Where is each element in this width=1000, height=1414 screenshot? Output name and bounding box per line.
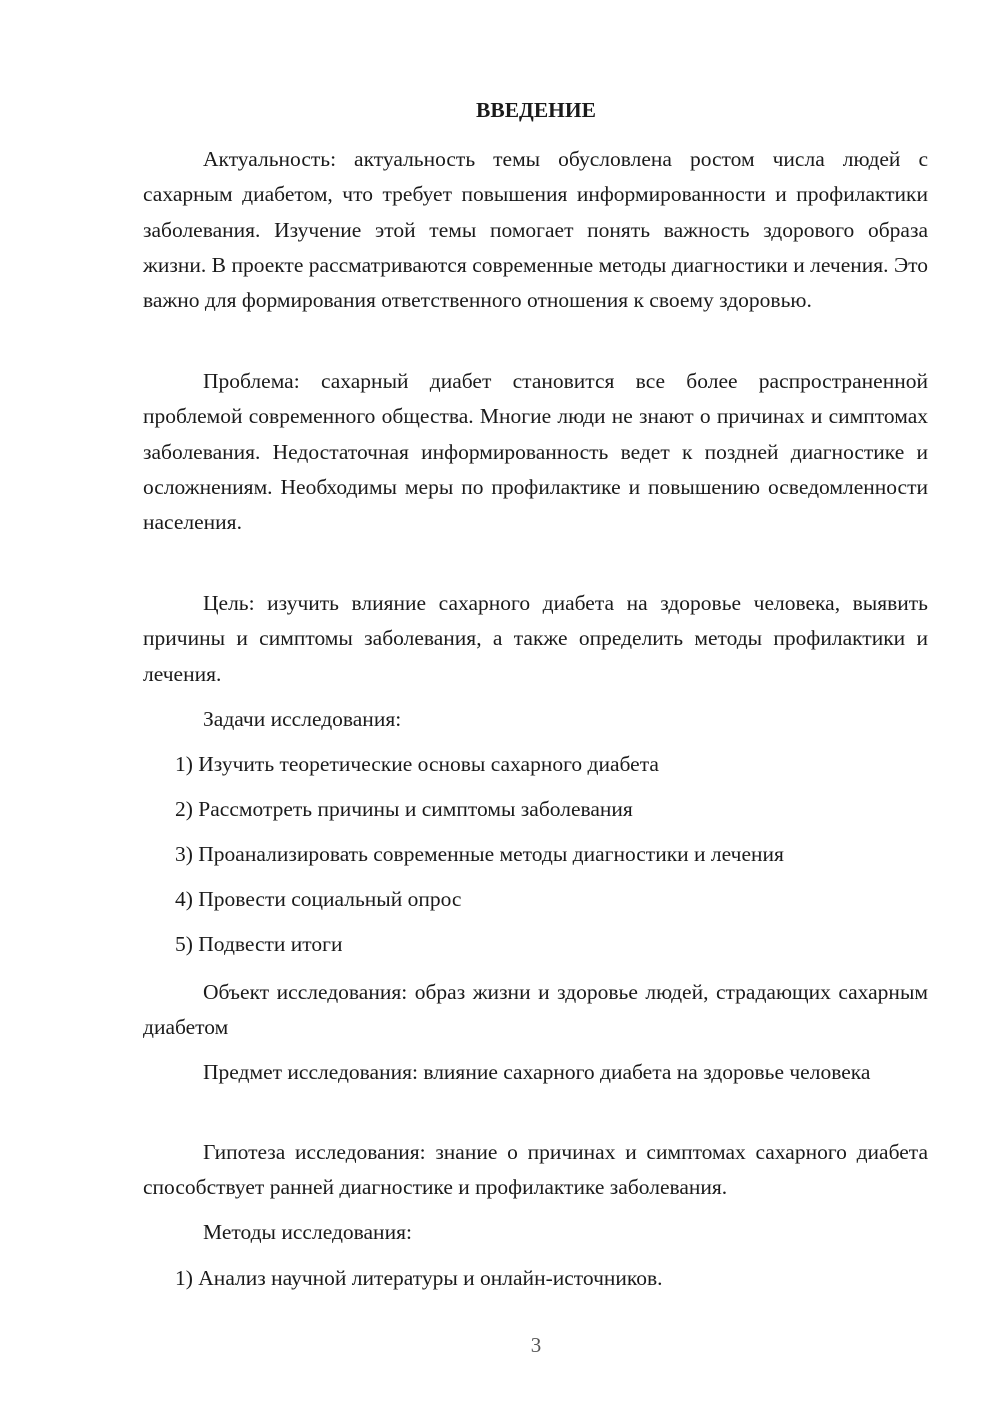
problem-paragraph: Проблема: сахарный диабет становится все более распространенной проблемой современного общества. Многие люди не знают о причинах и симптомах заболевания. Недостаточная информированность ведет к поздней диагностике и осложнениям. Необходимы меры по профилактике и повышению осведомленности населения. (143, 369, 928, 535)
page-title: ВВЕДЕНИЕ (476, 98, 596, 122)
goal-paragraph: Цель: изучить влияние сахарного диабета на здоровье человека, выявить причины и симптомы заболевания, а также определить методы профилактики и лечения. (143, 591, 928, 686)
subject-paragraph: Предмет исследования: влияние сахарного диабета на здоровье человека (203, 1060, 871, 1084)
task-item-3: 3) Проанализировать современные методы диагностики и лечения (175, 842, 784, 866)
tasks-heading: Задачи исследования: (203, 707, 402, 731)
object-paragraph: Объект исследования: образ жизни и здоровье людей, страдающих сахарным диабетом (143, 980, 928, 1040)
page-number: 3 (530, 1333, 542, 1357)
method-item-1: 1) Анализ научной литературы и онлайн-источников. (175, 1266, 663, 1290)
task-item-4: 4) Провести социальный опрос (175, 887, 462, 911)
methods-heading: Методы исследования: (203, 1220, 412, 1244)
task-item-2: 2) Рассмотреть причины и симптомы заболевания (175, 797, 633, 821)
task-item-5: 5) Подвести итоги (175, 932, 343, 956)
task-item-1: 1) Изучить теоретические основы сахарного диабета (175, 752, 659, 776)
hypothesis-paragraph: Гипотеза исследования: знание о причинах и симптомах сахарного диабета способствует ранней диагностике и профилактике заболевания. (143, 1140, 928, 1200)
relevance-paragraph: Актуальность: актуальность темы обусловлена ростом числа людей с сахарным диабетом, что требует повышения информированности и профилактики заболевания. Изучение этой темы помогает понять важность здорового образа жизни. В проекте рассматриваются современные методы диагностики и лечения. Это важно для формирования ответственного отношения к своему здоровью. (143, 147, 928, 313)
